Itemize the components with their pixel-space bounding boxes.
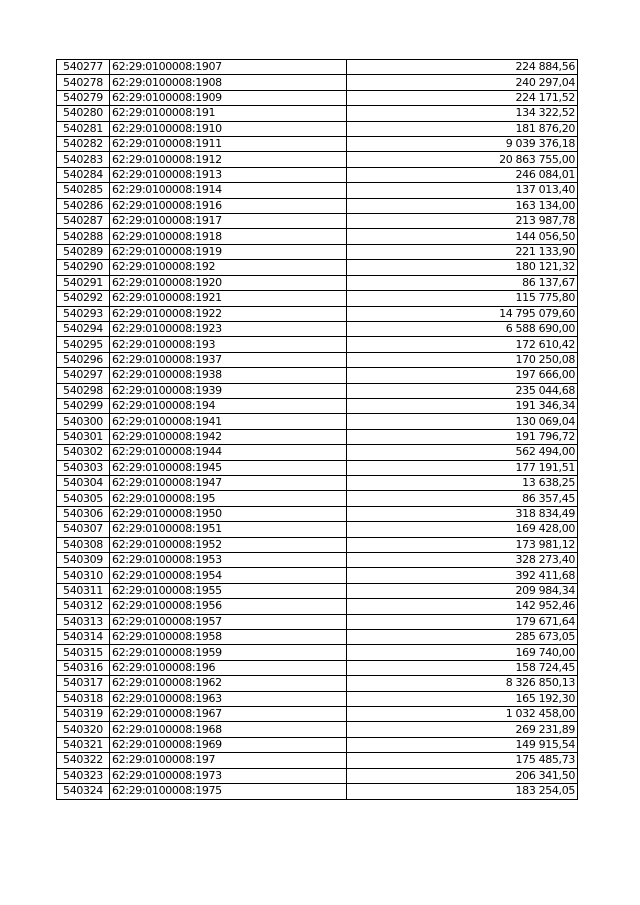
row-number-cell: 540318 — [57, 691, 110, 706]
cadastral-value-cell: 318 834,49 — [347, 506, 578, 521]
row-number-cell: 540299 — [57, 398, 110, 413]
cadastral-number-cell: 62:29:0100008:1975 — [110, 784, 347, 799]
cadastral-value-cell: 224 171,52 — [347, 90, 578, 105]
cadastral-number-cell: 62:29:0100008:1951 — [110, 522, 347, 537]
table-row — [57, 352, 578, 367]
table-row — [57, 229, 578, 244]
cadastral-value-cell: 134 322,52 — [347, 106, 578, 121]
row-number-cell: 540307 — [57, 522, 110, 537]
row-number-cell: 540278 — [57, 75, 110, 90]
cadastral-number-cell: 62:29:0100008:1937 — [110, 352, 347, 367]
table-row — [57, 291, 578, 306]
cadastral-value-cell: 213 987,78 — [347, 214, 578, 229]
row-number-cell: 540291 — [57, 275, 110, 290]
cadastral-value-cell: 206 341,50 — [347, 768, 578, 783]
cadastral-number-cell: 62:29:0100008:1914 — [110, 183, 347, 198]
cadastral-value-cell: 6 588 690,00 — [347, 321, 578, 336]
cadastral-value-cell: 144 056,50 — [347, 229, 578, 244]
cadastral-value-cell: 13 638,25 — [347, 475, 578, 490]
row-number-cell: 540284 — [57, 167, 110, 182]
cadastral-value-cell: 163 134,00 — [347, 198, 578, 213]
table-row — [57, 383, 578, 398]
table-row — [57, 722, 578, 737]
table-row — [57, 630, 578, 645]
cadastral-number-cell: 62:29:0100008:1956 — [110, 599, 347, 614]
table-row — [57, 691, 578, 706]
row-number-cell: 540319 — [57, 707, 110, 722]
table-row — [57, 491, 578, 506]
table-row — [57, 583, 578, 598]
row-number-cell: 540316 — [57, 660, 110, 675]
cadastral-value-cell: 158 724,45 — [347, 660, 578, 675]
table-row — [57, 429, 578, 444]
table-body — [57, 60, 578, 800]
row-number-cell: 540298 — [57, 383, 110, 398]
row-number-cell: 540296 — [57, 352, 110, 367]
table-row — [57, 167, 578, 182]
row-number-cell: 540324 — [57, 784, 110, 799]
cadastral-number-cell: 62:29:0100008:1916 — [110, 198, 347, 213]
cadastral-number-cell: 62:29:0100008:1939 — [110, 383, 347, 398]
cadastral-number-cell: 62:29:0100008:1973 — [110, 768, 347, 783]
row-number-cell: 540286 — [57, 198, 110, 213]
table-row — [57, 368, 578, 383]
row-number-cell: 540322 — [57, 753, 110, 768]
table-row — [57, 614, 578, 629]
row-number-cell: 540311 — [57, 583, 110, 598]
cadastral-number-cell: 62:29:0100008:191 — [110, 106, 347, 121]
row-number-cell: 540305 — [57, 491, 110, 506]
table-row — [57, 475, 578, 490]
cadastral-value-cell: 8 326 850,13 — [347, 676, 578, 691]
cadastral-number-cell: 62:29:0100008:1952 — [110, 537, 347, 552]
cadastral-value-cell: 169 428,00 — [347, 522, 578, 537]
cadastral-value-table — [56, 59, 578, 800]
cadastral-value-cell: 235 044,68 — [347, 383, 578, 398]
cadastral-number-cell: 62:29:0100008:1968 — [110, 722, 347, 737]
table-row — [57, 784, 578, 799]
cadastral-value-cell: 115 775,80 — [347, 291, 578, 306]
row-number-cell: 540293 — [57, 306, 110, 321]
table-row — [57, 707, 578, 722]
row-number-cell: 540288 — [57, 229, 110, 244]
cadastral-number-cell: 62:29:0100008:1954 — [110, 568, 347, 583]
table-row — [57, 121, 578, 136]
cadastral-number-cell: 62:29:0100008:1910 — [110, 121, 347, 136]
cadastral-number-cell: 62:29:0100008:1941 — [110, 414, 347, 429]
cadastral-number-cell: 62:29:0100008:1912 — [110, 152, 347, 167]
cadastral-number-cell: 62:29:0100008:1963 — [110, 691, 347, 706]
row-number-cell: 540310 — [57, 568, 110, 583]
cadastral-value-cell: 179 671,64 — [347, 614, 578, 629]
table-row — [57, 275, 578, 290]
table-row — [57, 676, 578, 691]
cadastral-number-cell: 62:29:0100008:1922 — [110, 306, 347, 321]
row-number-cell: 540277 — [57, 60, 110, 75]
row-number-cell: 540304 — [57, 475, 110, 490]
cadastral-value-cell: 209 984,34 — [347, 583, 578, 598]
cadastral-value-cell: 172 610,42 — [347, 337, 578, 352]
cadastral-value-cell: 1 032 458,00 — [347, 707, 578, 722]
cadastral-number-cell: 62:29:0100008:1950 — [110, 506, 347, 521]
table-row — [57, 460, 578, 475]
table-row — [57, 768, 578, 783]
cadastral-value-cell: 224 884,56 — [347, 60, 578, 75]
cadastral-value-cell: 169 740,00 — [347, 645, 578, 660]
row-number-cell: 540294 — [57, 321, 110, 336]
row-number-cell: 540321 — [57, 737, 110, 752]
table-row — [57, 553, 578, 568]
table-row — [57, 414, 578, 429]
cadastral-number-cell: 62:29:0100008:1909 — [110, 90, 347, 105]
cadastral-number-cell: 62:29:0100008:1953 — [110, 553, 347, 568]
cadastral-value-cell: 175 485,73 — [347, 753, 578, 768]
table-row — [57, 321, 578, 336]
table-row — [57, 90, 578, 105]
row-number-cell: 540314 — [57, 630, 110, 645]
row-number-cell: 540323 — [57, 768, 110, 783]
cadastral-number-cell: 62:29:0100008:1908 — [110, 75, 347, 90]
cadastral-value-cell: 165 192,30 — [347, 691, 578, 706]
table-row — [57, 137, 578, 152]
cadastral-value-cell: 246 084,01 — [347, 167, 578, 182]
row-number-cell: 540300 — [57, 414, 110, 429]
cadastral-value-cell: 130 069,04 — [347, 414, 578, 429]
table-row — [57, 75, 578, 90]
cadastral-value-cell: 149 915,54 — [347, 737, 578, 752]
cadastral-number-cell: 62:29:0100008:196 — [110, 660, 347, 675]
row-number-cell: 540309 — [57, 553, 110, 568]
cadastral-number-cell: 62:29:0100008:1958 — [110, 630, 347, 645]
cadastral-number-cell: 62:29:0100008:1919 — [110, 244, 347, 259]
cadastral-value-cell: 86 137,67 — [347, 275, 578, 290]
cadastral-value-cell: 269 231,89 — [347, 722, 578, 737]
row-number-cell: 540297 — [57, 368, 110, 383]
cadastral-value-cell: 392 411,68 — [347, 568, 578, 583]
cadastral-value-cell: 562 494,00 — [347, 445, 578, 460]
row-number-cell: 540312 — [57, 599, 110, 614]
row-number-cell: 540283 — [57, 152, 110, 167]
cadastral-number-cell: 62:29:0100008:1921 — [110, 291, 347, 306]
cadastral-number-cell: 62:29:0100008:194 — [110, 398, 347, 413]
cadastral-value-cell: 285 673,05 — [347, 630, 578, 645]
row-number-cell: 540301 — [57, 429, 110, 444]
table-row — [57, 522, 578, 537]
row-number-cell: 540306 — [57, 506, 110, 521]
table-row — [57, 337, 578, 352]
row-number-cell: 540302 — [57, 445, 110, 460]
table-row — [57, 244, 578, 259]
cadastral-value-cell: 177 191,51 — [347, 460, 578, 475]
cadastral-number-cell: 62:29:0100008:1967 — [110, 707, 347, 722]
table-row — [57, 306, 578, 321]
cadastral-number-cell: 62:29:0100008:1913 — [110, 167, 347, 182]
cadastral-value-cell: 14 795 079,60 — [347, 306, 578, 321]
cadastral-number-cell: 62:29:0100008:1938 — [110, 368, 347, 383]
cadastral-value-cell: 181 876,20 — [347, 121, 578, 136]
table-row — [57, 737, 578, 752]
cadastral-number-cell: 62:29:0100008:1920 — [110, 275, 347, 290]
cadastral-value-cell: 191 346,34 — [347, 398, 578, 413]
cadastral-number-cell: 62:29:0100008:192 — [110, 260, 347, 275]
cadastral-number-cell: 62:29:0100008:1947 — [110, 475, 347, 490]
cadastral-value-cell: 191 796,72 — [347, 429, 578, 444]
cadastral-number-cell: 62:29:0100008:1957 — [110, 614, 347, 629]
row-number-cell: 540317 — [57, 676, 110, 691]
cadastral-number-cell: 62:29:0100008:1917 — [110, 214, 347, 229]
cadastral-value-cell: 180 121,32 — [347, 260, 578, 275]
table-row — [57, 398, 578, 413]
cadastral-number-cell: 62:29:0100008:1944 — [110, 445, 347, 460]
row-number-cell: 540303 — [57, 460, 110, 475]
cadastral-number-cell: 62:29:0100008:193 — [110, 337, 347, 352]
row-number-cell: 540279 — [57, 90, 110, 105]
cadastral-number-cell: 62:29:0100008:1918 — [110, 229, 347, 244]
table-row — [57, 260, 578, 275]
cadastral-number-cell: 62:29:0100008:1969 — [110, 737, 347, 752]
row-number-cell: 540290 — [57, 260, 110, 275]
cadastral-value-cell: 240 297,04 — [347, 75, 578, 90]
row-number-cell: 540285 — [57, 183, 110, 198]
cadastral-number-cell: 62:29:0100008:1959 — [110, 645, 347, 660]
table-row — [57, 214, 578, 229]
row-number-cell: 540315 — [57, 645, 110, 660]
table-row — [57, 198, 578, 213]
cadastral-value-cell: 183 254,05 — [347, 784, 578, 799]
table-row — [57, 106, 578, 121]
row-number-cell: 540280 — [57, 106, 110, 121]
cadastral-number-cell: 62:29:0100008:1907 — [110, 60, 347, 75]
row-number-cell: 540320 — [57, 722, 110, 737]
table-row — [57, 660, 578, 675]
row-number-cell: 540289 — [57, 244, 110, 259]
row-number-cell: 540281 — [57, 121, 110, 136]
row-number-cell: 540282 — [57, 137, 110, 152]
row-number-cell: 540292 — [57, 291, 110, 306]
cadastral-value-cell: 170 250,08 — [347, 352, 578, 367]
row-number-cell: 540287 — [57, 214, 110, 229]
cadastral-number-cell: 62:29:0100008:1962 — [110, 676, 347, 691]
table-row — [57, 645, 578, 660]
cadastral-number-cell: 62:29:0100008:1911 — [110, 137, 347, 152]
cadastral-number-cell: 62:29:0100008:195 — [110, 491, 347, 506]
row-number-cell: 540313 — [57, 614, 110, 629]
cadastral-value-cell: 197 666,00 — [347, 368, 578, 383]
cadastral-value-cell: 86 357,45 — [347, 491, 578, 506]
cadastral-value-cell: 137 013,40 — [347, 183, 578, 198]
table-row — [57, 60, 578, 75]
table-row — [57, 152, 578, 167]
cadastral-value-cell: 142 952,46 — [347, 599, 578, 614]
row-number-cell: 540308 — [57, 537, 110, 552]
cadastral-number-cell: 62:29:0100008:1942 — [110, 429, 347, 444]
cadastral-value-cell: 328 273,40 — [347, 553, 578, 568]
table-row — [57, 183, 578, 198]
table-row — [57, 568, 578, 583]
table-row — [57, 537, 578, 552]
cadastral-value-cell: 9 039 376,18 — [347, 137, 578, 152]
table-row — [57, 599, 578, 614]
table-row — [57, 753, 578, 768]
cadastral-value-cell: 173 981,12 — [347, 537, 578, 552]
row-number-cell: 540295 — [57, 337, 110, 352]
cadastral-number-cell: 62:29:0100008:197 — [110, 753, 347, 768]
table-row — [57, 445, 578, 460]
cadastral-number-cell: 62:29:0100008:1945 — [110, 460, 347, 475]
cadastral-number-cell: 62:29:0100008:1923 — [110, 321, 347, 336]
cadastral-value-cell: 20 863 755,00 — [347, 152, 578, 167]
cadastral-value-cell: 221 133,90 — [347, 244, 578, 259]
cadastral-number-cell: 62:29:0100008:1955 — [110, 583, 347, 598]
table-row — [57, 506, 578, 521]
